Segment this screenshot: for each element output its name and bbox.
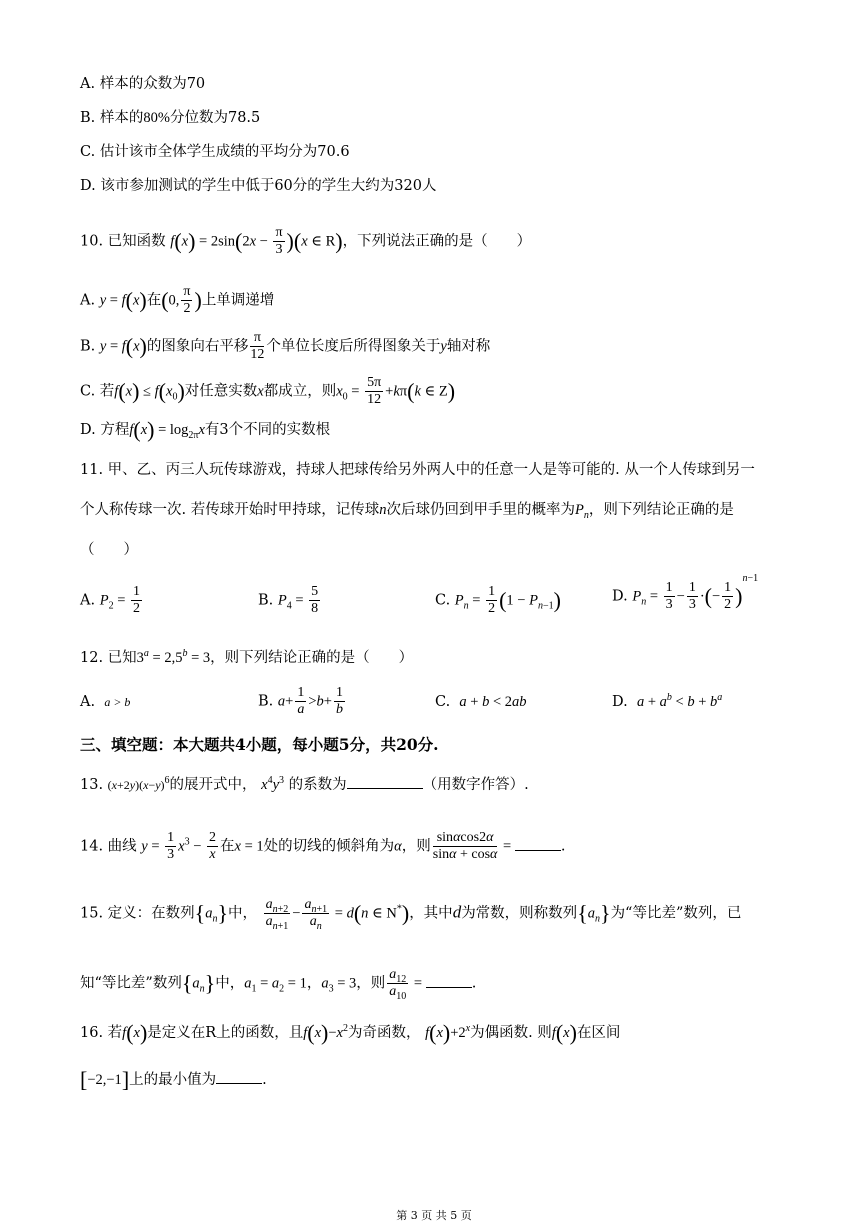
q16-stem-line2: [−2,−1]上的最小值为 . bbox=[80, 1067, 267, 1092]
q11-option-a: A. $P_2$ = $\frac{1}{2}$ bbox=[80, 584, 140, 616]
q11-stem-line1: 11. 甲、乙、丙三人玩传球游戏，持球人把球传给另外两人中的任意一人是等可能的. 从一个人传球到另一 bbox=[80, 462, 755, 478]
q13-answer-blank[interactable] bbox=[347, 788, 423, 789]
q13-stem: 13. $(x+2y)(x-y)^6$的展开式中， $x^4y^3$ 的系数为 （用数字作答）. bbox=[80, 775, 529, 793]
q16-answer-blank[interactable] bbox=[216, 1083, 262, 1084]
q11-option-c: C. $P_n$ = $\frac{1}{2}$ $(1 - P_{n-1})$ bbox=[435, 584, 561, 616]
q11-stem-line3: （ ） bbox=[80, 542, 138, 558]
q14-stem: 14. 曲线 y = $\frac{1}{3}$ $x^3$ − $\frac{2}{x}$ 在x = 1处的切线的倾斜角为α，则 $\frac{\sin\alpha\cos 2\alpha}{\sin\alpha + \cos\alpha}$ = . bbox=[80, 830, 566, 862]
q15-stem-line1: 15. 定义：在数列$\{a_n\}$中， $\frac{a_{n+2}}{a_{n+1}}$ − $\frac{a_{n+1}}{a_n}$ = d(n ∈ N*)，其中d为常数，则称数列$\{a_n\}$为“等比差”数列，已 bbox=[80, 897, 742, 932]
q9-option-b: B. 样本的80%分位数为78.5 bbox=[80, 110, 261, 126]
q16-stem-line1: 16. 若f(x)是定义在R上的函数，且$f(x)-x^2$为奇函数， $f(x)+2^x$为偶函数. 则f(x)在区间 bbox=[80, 1020, 621, 1045]
q10-stem: 10. 已知函数 f(x) = 2sin(2x − $\frac{\pi}{3}$ )(x ∈ R)，下列说法正确的是（ ） bbox=[80, 225, 532, 257]
q12-stem: 12. 已知$3^a = 2,5^b = 3$，则下列结论正确的是（ ） bbox=[80, 648, 414, 666]
q15-stem-line2: 知“等比差”数列$\{a_n\}$中，$a_1 = a_2 = 1$，$a_3 = 3$，则 $\frac{a_{12}}{a_{10}}$ = . bbox=[80, 967, 477, 1002]
q11-stem-line2: 个人称传球一次. 若传球开始时甲持球，记传球n次后球仍回到甲手里的概率为$P_n$，则下列结论正确的是 bbox=[80, 502, 734, 521]
q12-option-c: C. a + b < 2ab bbox=[435, 694, 527, 710]
page-footer: 第 3 页 共 5 页 bbox=[396, 1209, 472, 1222]
q9-option-a: A. 样本的众数为70 bbox=[80, 76, 206, 92]
q15-answer-blank[interactable] bbox=[426, 987, 472, 988]
q11-option-d: D. $P_n$ = $\frac{1}{3}$ − $\frac{1}{3}$ ·(− $\frac{1}{2}$ )$^{n-1}$ bbox=[612, 572, 759, 612]
q12-option-a: A. a > b bbox=[80, 694, 131, 710]
q10-option-d: D. 方程$f(x) = \log_{2\pi}x$有3个不同的实数根 bbox=[80, 417, 331, 442]
q10-option-b: B. y = f(x)的图象向右平移 $\frac{\pi}{12}$ 个单位长度后所得图象关于y轴对称 bbox=[80, 330, 491, 362]
q12-option-d: D. $a + a^b < b + b^a$ bbox=[612, 692, 723, 710]
section-heading: 三、填空题：本大题共4小题，每小题5分，共20分. bbox=[80, 735, 439, 754]
q10-option-a: A. y = f(x)在(0, $\frac{\pi}{2}$ )上单调递增 bbox=[80, 284, 275, 316]
q12-option-b: B. a+ $\frac{1}{a}$ >b+ $\frac{1}{b}$ bbox=[258, 685, 343, 717]
q9-option-d: D. 该市参加测试的学生中低于60分的学生大约为320人 bbox=[80, 178, 437, 194]
q11-option-b: B. $P_4$ = $\frac{5}{8}$ bbox=[258, 584, 319, 616]
q10-option-c: C. 若$f(x) \le f(x_0)$对任意实数x都成立，则$x_0$ = $\frac{5\pi}{12}$ +kπ(k ∈ Z) bbox=[80, 375, 456, 407]
q9-option-c: C. 估计该市全体学生成绩的平均分为70.6 bbox=[80, 144, 350, 160]
q14-answer-blank[interactable] bbox=[515, 850, 561, 851]
